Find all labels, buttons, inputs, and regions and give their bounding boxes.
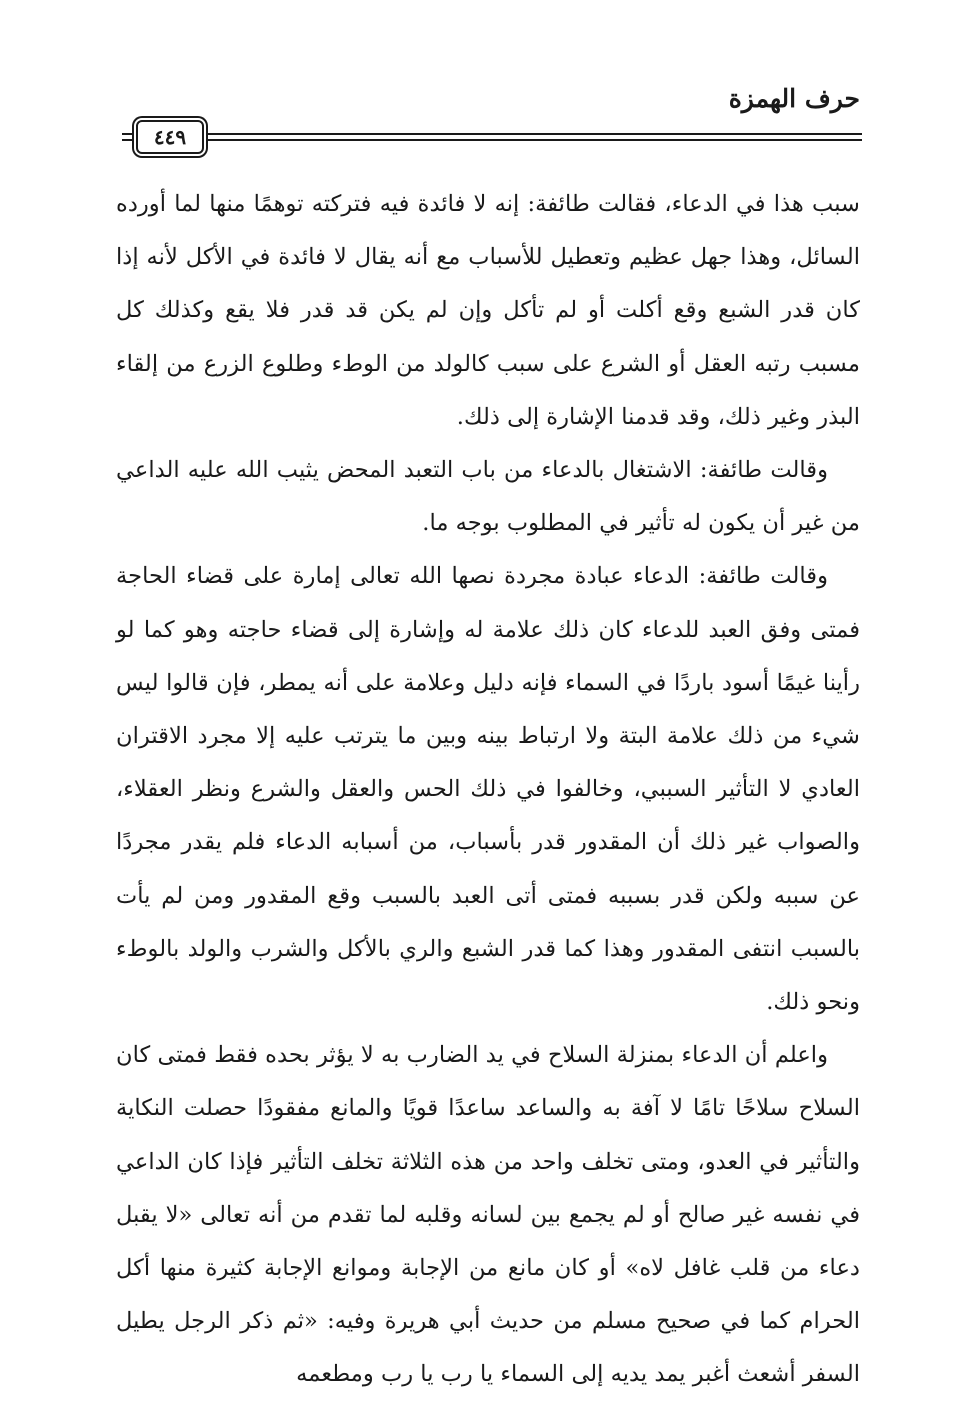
paragraph-2: وقالت طائفة: الاشتغال بالدعاء من باب التعبد المحض يثيب الله عليه الداعي من غير أن يكون له تأثير في المطلوب بوجه ما. bbox=[116, 457, 860, 537]
running-head-title: حرف الهمزة bbox=[728, 84, 860, 113]
page-header-rule bbox=[122, 120, 862, 160]
page-number: ٤٤٩ bbox=[136, 120, 204, 154]
body-text bbox=[116, 178, 860, 1402]
paragraph-1: سبب هذا في الدعاء، فقالت طائفة: إنه لا فائدة فيه فتركته توهمًا منها لما أورده السائل، وهذا جهل عظيم وتعطيل للأسباب مع أنه يقال لا فائدة في الأكل لأنه إذا كان قدر الشبع وقع أكلت أو لم تأكل وإن لم يكن قد قدر فلا يقع وكذلك كل مسبب رتبه العقل أو الشرع على سبب كالولد من الوطء وطلوع الزرع من إلقاء البذر وغير ذلك، وقد قدمنا الإشارة إلى ذلك. bbox=[116, 191, 860, 430]
paragraph-3: وقالت طائفة: الدعاء عبادة مجردة نصها الله تعالى إمارة على قضاء الحاجة فمتى وفق العبد للدعاء كان ذلك علامة له وإشارة إلى قضاء حاجته وهو كما لو رأينا غيمًا أسود باردًا في السماء فإنه دليل وعلامة على أنه يمطر، فإن قالوا ليس شيء من ذلك علامة البتة ولا ارتباط بينه وبين ما يترتب عليه إلا مجرد الاقتران العادي لا التأثير السببي، وخالفوا في ذلك الحس والعقل والشرع ونظر العقلاء، والصواب غير ذلك أن المقدور قدر بأسباب، من أسبابه الدعاء فلم يقدر مجردًا عن سببه ولكن قدر بسببه فمتى أتى العبد بالسبب وقع المقدور ومن لم يأت بالسبب انتفى المقدور وهذا كما قدر الشبع والري بالأكل والشرب والولد بالوطء ونحو ذلك. bbox=[116, 563, 860, 1016]
header-rule-left bbox=[122, 133, 136, 141]
header-double-rule bbox=[206, 133, 862, 141]
paragraph-4: واعلم أن الدعاء بمنزلة السلاح في يد الضارب به لا يؤثر بحده فقط فمتى كان السلاح سلاحًا تامًا لا آفة به والساعد ساعدًا قويًا والمانع مفقودًا حصلت النكاية والتأثير في العدو، ومتى تخلف واحد من هذه الثلاثة تخلف التأثير فإذا كان الداعي في نفسه غير صالح أو لم يجمع بين لسانه وقلبه لما تقدم من أنه تعالى «لا يقبل دعاء من قلب غافل لاه» أو كان مانع من الإجابة وموانع الإجابة كثيرة منها أكل الحرام كما في صحيح مسلم من حديث أبي هريرة وفيه: «ثم ذكر الرجل يطيل السفر أشعث أغبر يمد يديه إلى السماء يا رب يا رب ومطعمه bbox=[116, 1042, 860, 1388]
